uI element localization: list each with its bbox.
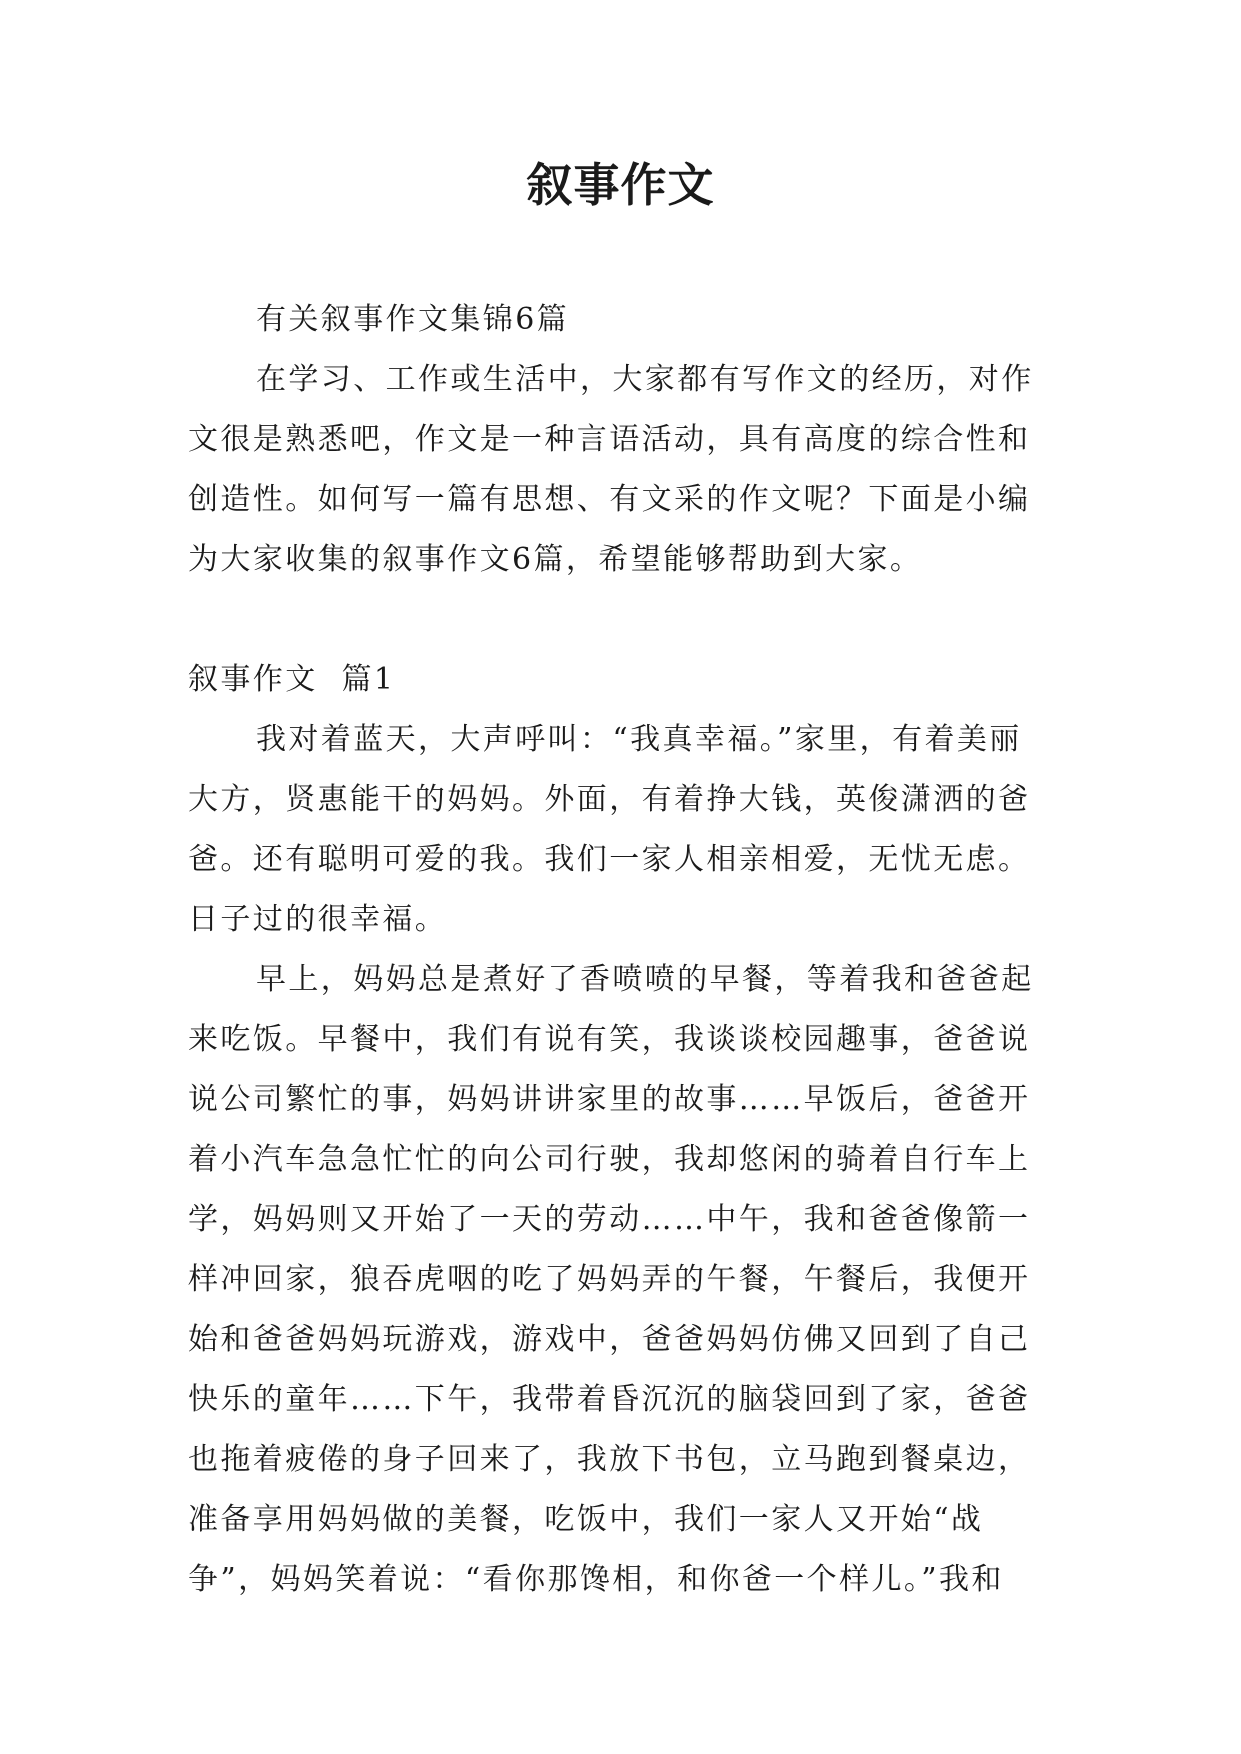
text-line: 学，妈妈则又开始了一天的劳动……中午，我和爸爸像箭一 — [188, 1202, 1031, 1237]
text-line: 我对着蓝天，大声呼叫：“我真幸福。”家里，有着美丽 — [256, 722, 1022, 757]
text-line: 大方，贤惠能干的妈妈。外面，有着挣大钱，英俊潇洒的爸 — [188, 782, 1031, 817]
text-line: 来吃饭。早餐中，我们有说有笑，我谈谈校园趣事，爸爸说 — [188, 1022, 1031, 1057]
paragraph-2 — [188, 950, 1058, 1610]
text-line: 为大家收集的叙事作文6篇，希望能够帮助到大家。 — [188, 542, 923, 577]
text-line: 争”，妈妈笑着说：“看你那馋相，和你爸一个样儿。”我和 — [188, 1562, 1004, 1597]
document-title: 叙事作文 — [526, 158, 715, 212]
text-line: 在学习、工作或生活中，大家都有写作文的经历，对作 — [256, 362, 1034, 397]
paragraph-spacer — [188, 590, 1058, 650]
text-line: 快乐的童年……下午，我带着昏沉沉的脑袋回到了家，爸爸 — [188, 1382, 1031, 1417]
text-line: 说公司繁忙的事，妈妈讲讲家里的故事……早饭后，爸爸开 — [188, 1082, 1031, 1117]
intro-paragraph — [188, 350, 1058, 590]
text-line: 也拖着疲倦的身子回来了，我放下书包，立马跑到餐桌边， — [188, 1442, 1031, 1477]
text-line: 创造性。如何写一篇有思想、有文采的作文呢？下面是小编 — [188, 482, 1031, 517]
subtitle: 有关叙事作文集锦6篇 — [256, 302, 570, 337]
text-line: 样冲回家，狼吞虎咽的吃了妈妈弄的午餐，午餐后，我便开 — [188, 1262, 1031, 1297]
text-line: 始和爸爸妈妈玩游戏，游戏中，爸爸妈妈仿佛又回到了自己 — [188, 1322, 1031, 1357]
text-line: 爸。还有聪明可爱的我。我们一家人相亲相爱，无忧无虑。 — [188, 842, 1031, 877]
text-line: 日子过的很幸福。 — [188, 902, 448, 937]
document-body — [188, 290, 1058, 1610]
text-line: 文很是熟悉吧，作文是一种言语活动，具有高度的综合性和 — [188, 422, 1031, 457]
text-line: 准备享用妈妈做的美餐，吃饭中，我们一家人又开始“战 — [188, 1502, 984, 1537]
paragraph-1 — [188, 710, 1058, 950]
section-heading: 叙事作文 篇1 — [188, 662, 396, 697]
text-line: 早上，妈妈总是煮好了香喷喷的早餐，等着我和爸爸起 — [256, 962, 1034, 997]
text-line: 着小汽车急急忙忙的向公司行驶，我却悠闲的骑着自行车上 — [188, 1142, 1031, 1177]
